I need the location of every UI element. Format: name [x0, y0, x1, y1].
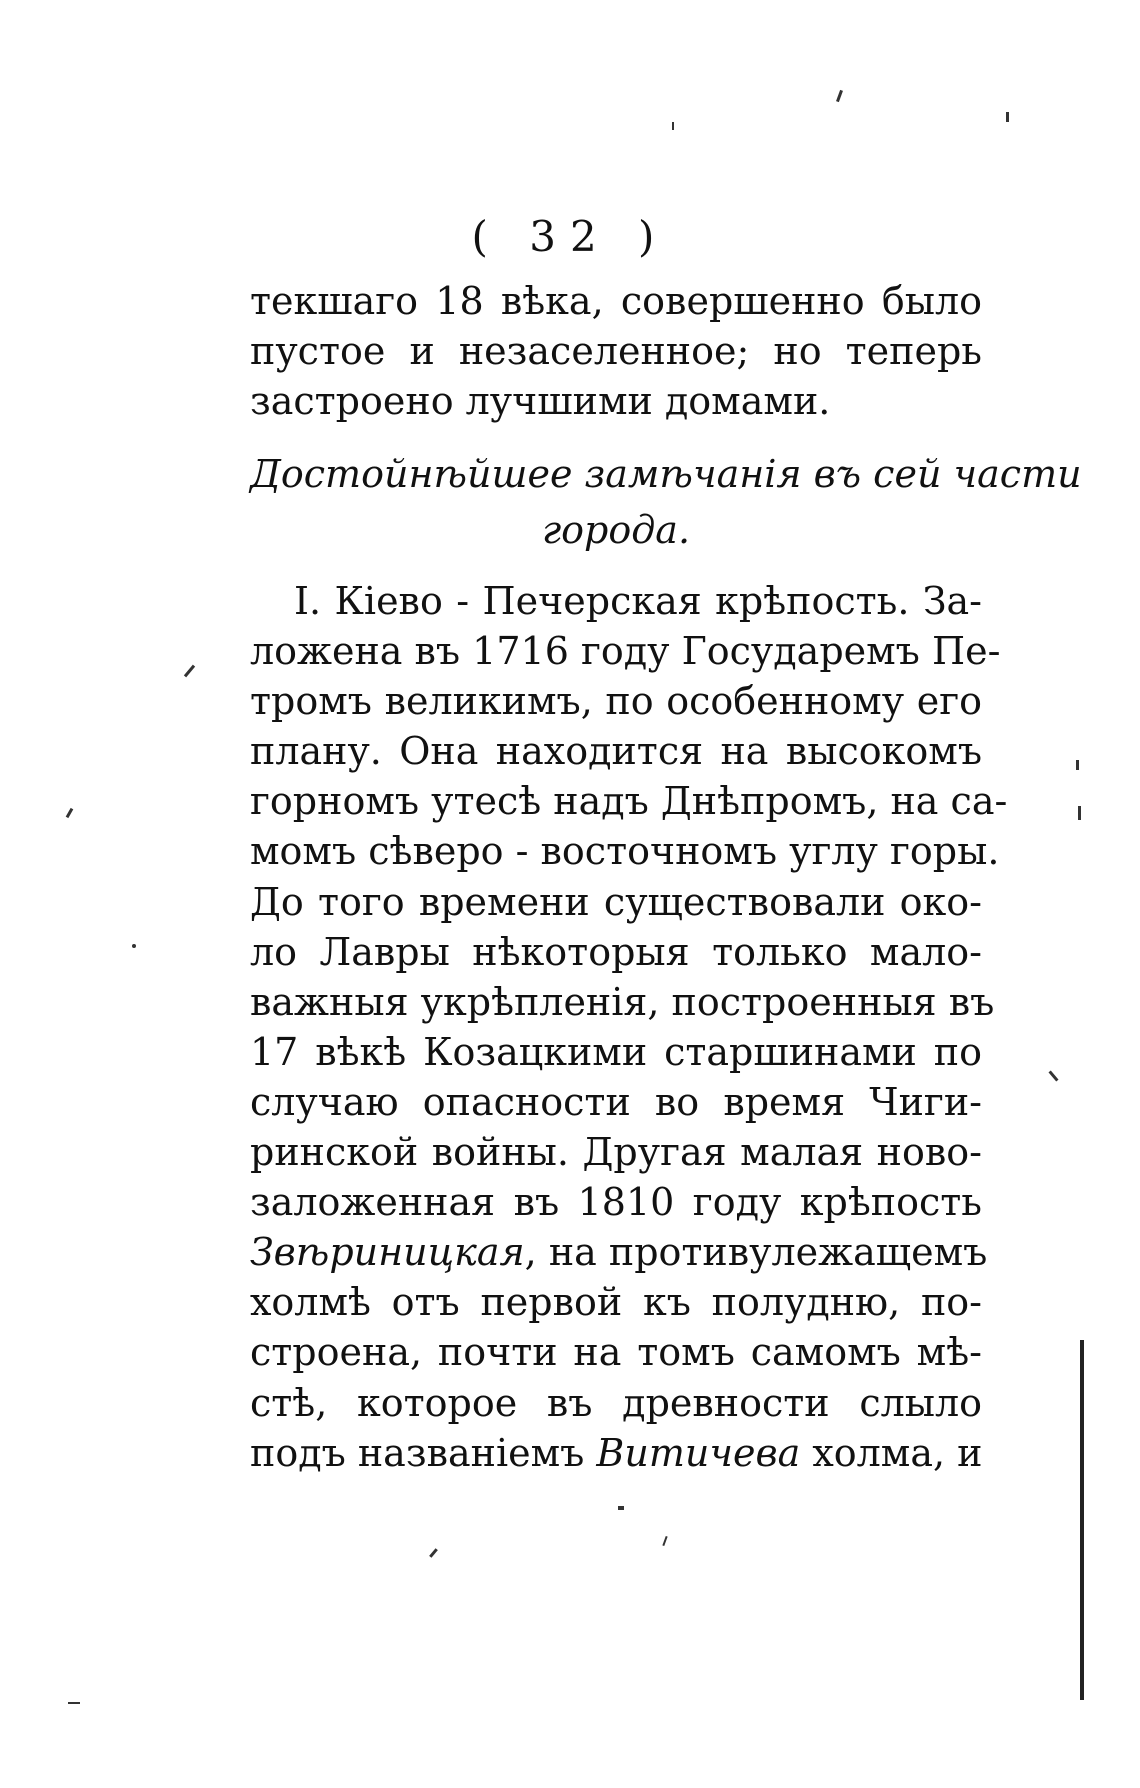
- scan-speck: [662, 1536, 667, 1546]
- text-run: холма, и: [812, 1430, 983, 1475]
- scan-speck: [1076, 760, 1079, 770]
- text-line: тромъ великимъ, по особенному его: [250, 679, 982, 724]
- text-line: ло Лавры нѣкоторыя только мало-: [250, 929, 982, 974]
- scan-speck: [429, 1548, 438, 1558]
- text-run: подъ названіемъ: [250, 1430, 585, 1475]
- text-line: ложена въ 1716 году Государемъ Пе-: [250, 629, 1001, 674]
- text-line: заложенная въ 1810 году крѣпость: [250, 1180, 982, 1225]
- scan-speck: [836, 90, 843, 102]
- text-line: текшаго 18 вѣка, совершенно было: [250, 279, 982, 323]
- italic-name: Витичева: [596, 1430, 801, 1475]
- text-line: пустое и незаселенное; но теперь: [250, 329, 982, 373]
- body-paragraph: [250, 576, 1008, 1478]
- text-line: I. Кіево - Печерская крѣпость. За-: [294, 579, 982, 623]
- text-line: [250, 1227, 988, 1277]
- section-heading: [250, 446, 1082, 558]
- text-line: случаю опасности во время Чиги-: [250, 1079, 982, 1124]
- text-line: момъ сѣверо - восточномъ углу горы.: [250, 829, 1000, 874]
- text-line: стѣ, которое въ древности слыло: [250, 1380, 982, 1425]
- scan-edge-line: [1080, 1340, 1084, 1700]
- italic-name: Звѣриницкая: [250, 1230, 525, 1275]
- text-line: плану. Она находится на высокомъ: [250, 729, 982, 774]
- scan-speck: [68, 1702, 80, 1704]
- text-line: До того времени существовали око-: [250, 879, 982, 924]
- scan-speck: [1006, 112, 1009, 122]
- text-line: 17 вѣкѣ Козацкими старшинами по: [250, 1029, 982, 1074]
- scan-speck: [132, 944, 136, 948]
- text-line: холмѣ отъ первой къ полудню, по-: [250, 1280, 982, 1325]
- text-line: ринской войны. Другая малая ново-: [250, 1130, 982, 1175]
- scan-speck: [66, 808, 74, 818]
- text-run: , на противулежащемъ: [524, 1230, 988, 1275]
- heading-line: города.: [541, 508, 691, 552]
- scan-speck: [672, 122, 674, 130]
- scan-speck: [184, 665, 195, 678]
- text-line: важныя укрѣпленія, построенныя въ: [250, 979, 995, 1024]
- text-line: строена, почти на томъ самомъ мѣ-: [250, 1330, 982, 1375]
- scan-speck: [618, 1506, 624, 1510]
- text-line: [250, 1428, 982, 1478]
- text-line: застроено лучшими домами.: [250, 379, 831, 423]
- text-line: горномъ утесѣ надъ Днѣпромъ, на са-: [250, 779, 1008, 824]
- scan-speck: [1078, 806, 1081, 820]
- heading-line: Достойнѣйшее замѣчанія въ сей части: [250, 452, 1082, 496]
- intro-paragraph: [250, 276, 982, 426]
- scan-speck: [1048, 1070, 1058, 1081]
- page-number: ( 32 ): [471, 212, 669, 261]
